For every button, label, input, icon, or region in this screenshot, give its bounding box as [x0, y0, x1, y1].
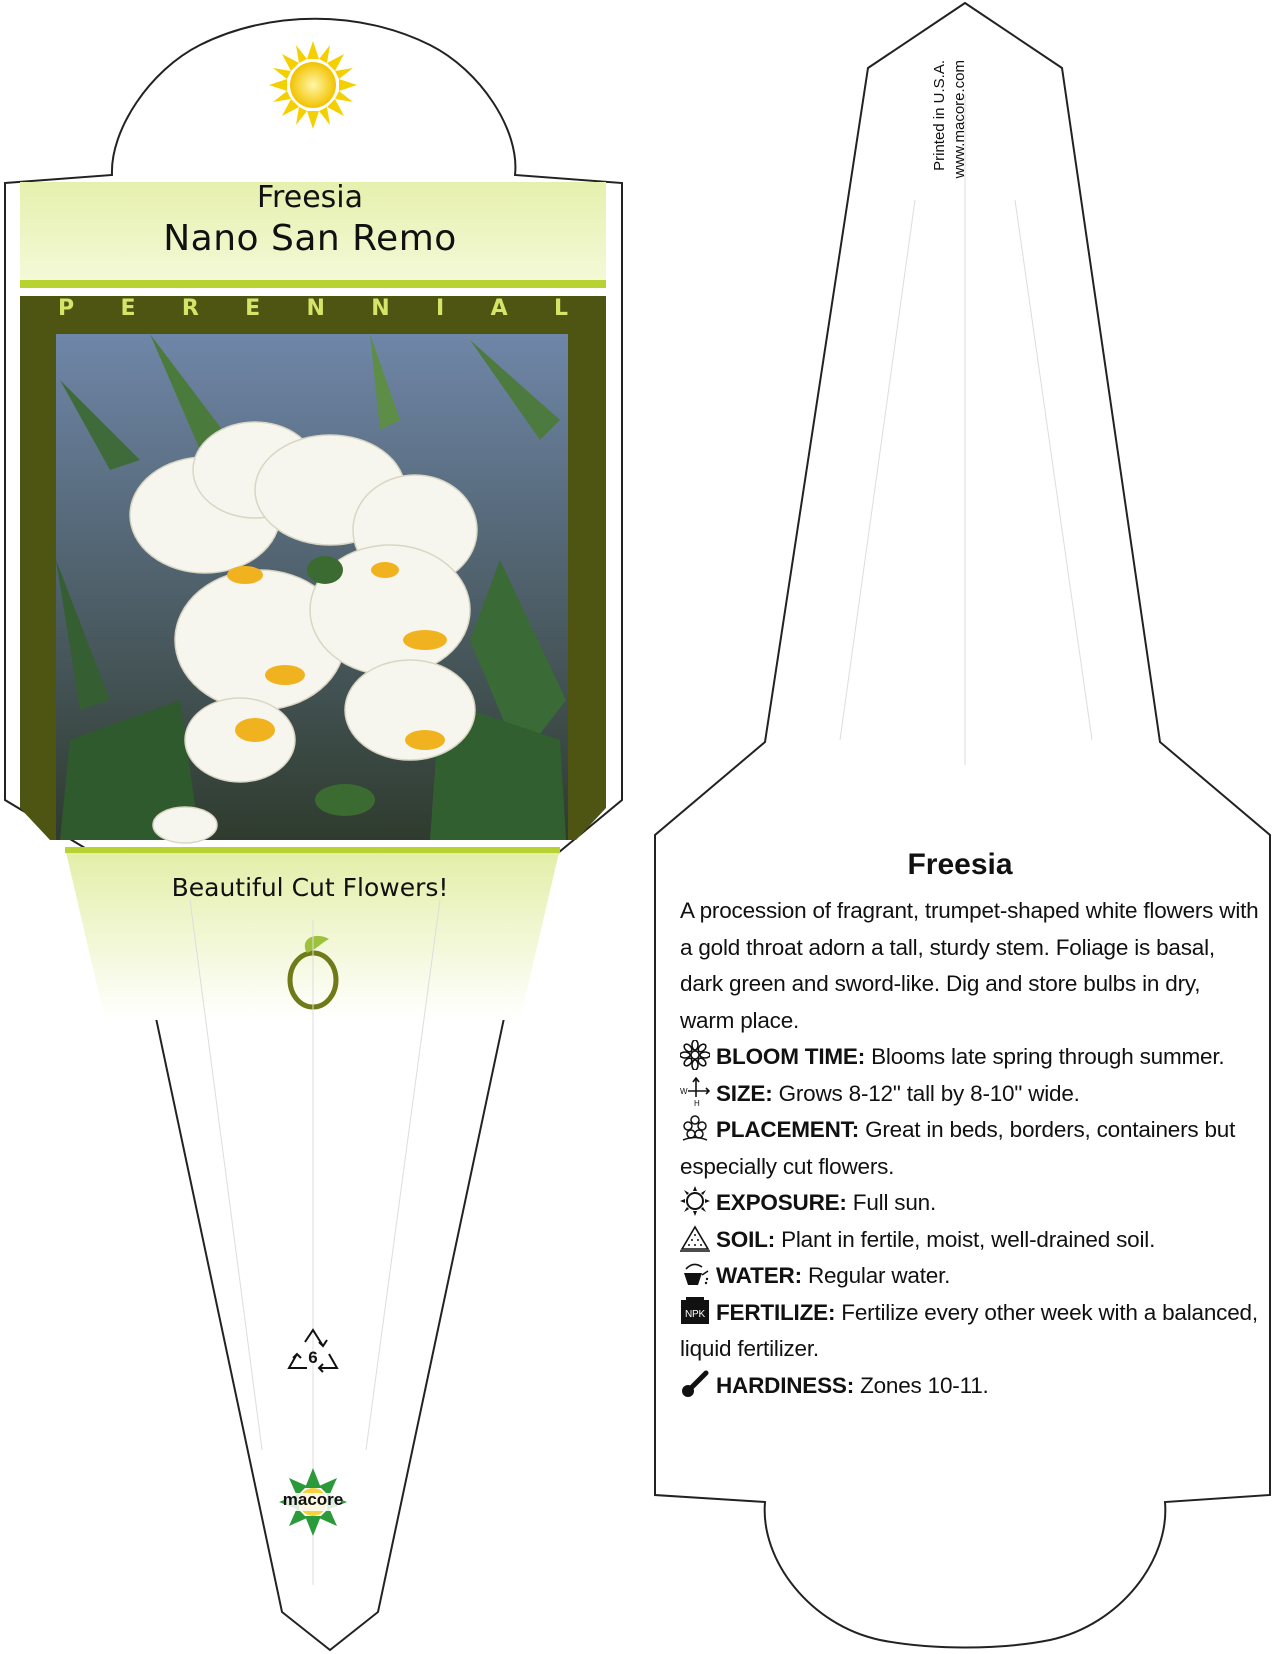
size-icon	[680, 1077, 710, 1107]
attribute-label: HARDINESS:	[716, 1372, 855, 1398]
website-line: www.macore.com	[951, 60, 968, 179]
bloom-icon	[680, 1040, 710, 1070]
attribute-text: Fertilize every other week with a balanced, liquid fertilizer.	[680, 1299, 1258, 1361]
soil-icon	[680, 1223, 710, 1253]
tagline: Beautiful Cut Flowers!	[171, 873, 449, 902]
front-genus-name: Freesia	[256, 180, 363, 215]
attribute-label: FERTILIZE:	[716, 1299, 836, 1325]
category-letter: E	[120, 296, 136, 321]
attribute-bloom-time	[680, 1044, 1224, 1069]
category-letter: R	[181, 296, 199, 321]
care-description	[680, 893, 1260, 1404]
category-letter: P	[58, 296, 75, 321]
attribute-label: BLOOM TIME:	[716, 1044, 866, 1069]
attribute-text: Great in beds, borders, containers but especially cut flowers.	[680, 1117, 1236, 1179]
attribute-text: Grows 8-12" tall by 8-10" wide.	[778, 1080, 1080, 1106]
title-accent-line	[20, 280, 606, 288]
printed-info	[930, 60, 970, 220]
freesia-photo	[56, 334, 568, 843]
back-title: Freesia	[907, 848, 1013, 881]
attribute-text: Zones 10-11.	[860, 1372, 989, 1398]
attribute-label: EXPOSURE:	[716, 1190, 847, 1215]
exposure-sun-icon	[680, 1186, 710, 1216]
category-letter: N	[371, 296, 390, 321]
brand-name: macore	[282, 1490, 344, 1509]
placement-icon	[680, 1113, 710, 1143]
attribute-text: Plant in fertile, moist, well-drained soil.	[781, 1226, 1156, 1252]
category-letter: E	[245, 296, 261, 321]
size-icon-h: H	[694, 1098, 700, 1107]
bottom-accent-line	[65, 847, 560, 853]
attribute-soil	[680, 1227, 1155, 1252]
npk-icon	[680, 1296, 710, 1326]
attribute-placement	[680, 1117, 1235, 1179]
attribute-label: WATER:	[716, 1263, 802, 1288]
recycle-number: 6	[308, 1348, 318, 1367]
front-variety-name: Nano San Remo	[163, 218, 457, 259]
attribute-exposure	[680, 1190, 936, 1215]
category-label	[58, 296, 568, 321]
attribute-label: SIZE:	[716, 1080, 773, 1106]
attribute-label: PLACEMENT:	[716, 1117, 859, 1142]
attribute-label: SOIL:	[716, 1226, 775, 1252]
attribute-text: Regular water.	[807, 1263, 951, 1288]
thermometer-icon	[680, 1369, 710, 1399]
attribute-size	[680, 1081, 1080, 1106]
attribute-fertilize	[680, 1300, 1258, 1362]
attribute-hardiness	[680, 1373, 989, 1398]
sun-icon	[269, 41, 357, 129]
attribute-water	[680, 1263, 950, 1288]
category-letter: A	[490, 296, 508, 321]
category-letter: L	[553, 296, 568, 321]
npk-text: NPK	[685, 1308, 705, 1320]
category-letter: I	[436, 296, 445, 321]
attribute-text: Blooms late spring through summer.	[871, 1044, 1225, 1069]
size-icon-w: W	[680, 1086, 688, 1096]
water-icon	[680, 1259, 710, 1289]
description-text: A procession of fragrant, trumpet-shaped white flowers with a gold throat adorn a tall, sturdy stem. Foliage is basal, dark green and sword-like. Dig and store bulbs in dry, warm place.	[680, 898, 1259, 1033]
printed-line: Printed in U.S.A.	[931, 60, 948, 171]
category-letter: N	[306, 296, 325, 321]
attribute-text: Full sun.	[852, 1190, 937, 1215]
